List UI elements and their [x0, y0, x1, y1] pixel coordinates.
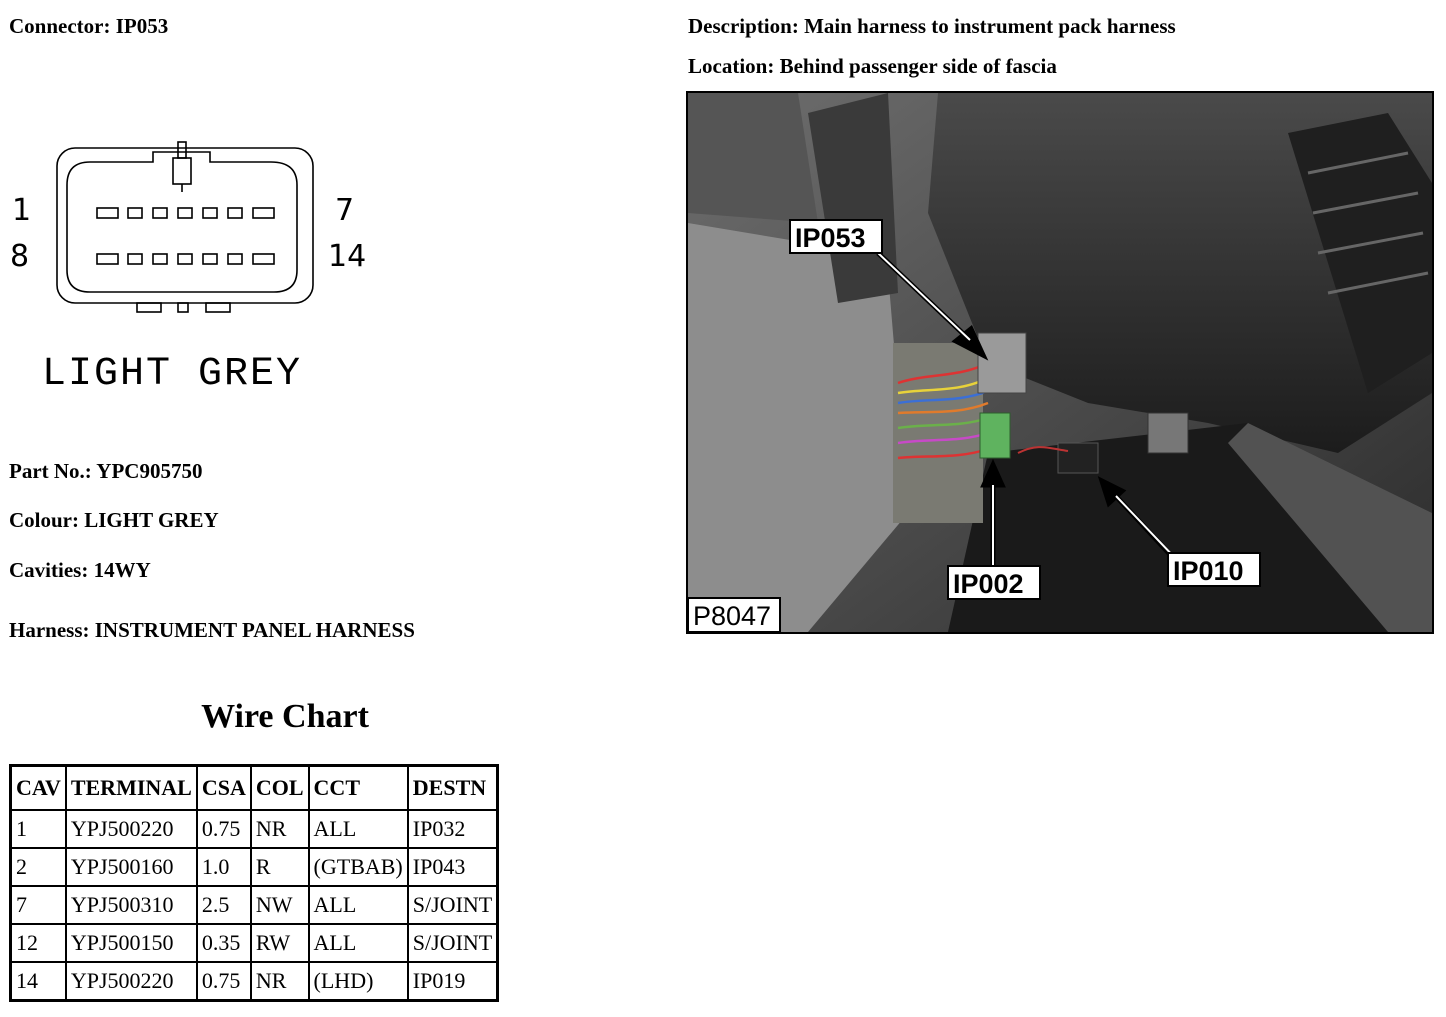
location-label: Location: Behind passenger side of fascia: [688, 54, 1057, 78]
table-row: 1 YPJ500220 0.75 NR ALL IP032: [11, 810, 498, 848]
pin-8-label: 8: [10, 239, 30, 274]
header-cav: CAV: [11, 766, 66, 811]
header-terminal: TERMINAL: [66, 766, 197, 811]
connector-latch: [173, 158, 191, 184]
harness: Harness: INSTRUMENT PANEL HARNESS: [9, 618, 415, 642]
table-row: 12 YPJ500150 0.35 RW ALL S/JOINT: [11, 924, 498, 962]
callout-ip053: IP053: [795, 223, 866, 253]
cavity-row-bottom: [97, 254, 274, 264]
connector-face-diagram: [0, 0, 420, 420]
cavities: Cavities: 14WY: [9, 558, 151, 582]
cavity-row-top: [97, 208, 274, 218]
description-label: Description: Main harness to instrument pack harness: [688, 14, 1176, 38]
location-photo: [686, 91, 1434, 634]
figure-id: P8047: [693, 601, 772, 631]
callout-ip010: IP010: [1173, 556, 1244, 586]
header-csa: CSA: [197, 766, 251, 811]
wire-chart-title: Wire Chart: [201, 698, 369, 735]
connector-outer-shell: [57, 148, 313, 303]
part-no: Part No.: YPC905750: [9, 459, 203, 483]
header-cct: CCT: [309, 766, 408, 811]
connector-id: IP053: [115, 14, 169, 38]
callout-ip002: IP002: [953, 569, 1024, 599]
pin-7-label: 7: [335, 193, 355, 228]
wire-chart-table: [9, 764, 499, 1002]
connector-inner-shell: [67, 152, 297, 292]
table-header-row: [11, 766, 498, 811]
table-row: 2 YPJ500160 1.0 R (GTBAB) IP043: [11, 848, 498, 886]
pin-14-label: 14: [328, 239, 367, 274]
header-destn: DESTN: [408, 766, 498, 811]
table-row: 14 YPJ500220 0.75 NR (LHD) IP019: [11, 962, 498, 1001]
connector-colour-caption: LIGHT GREY: [42, 352, 303, 397]
location-value: Behind passenger side of fascia: [779, 54, 1057, 78]
table-row: 7 YPJ500310 2.5 NW ALL S/JOINT: [11, 886, 498, 924]
description-value: Main harness to instrument pack harness: [804, 14, 1176, 38]
colour: Colour: LIGHT GREY: [9, 508, 219, 532]
header-col: COL: [251, 766, 309, 811]
pin-1-label: 1: [12, 193, 32, 228]
connector-label: Connector: IP053: [9, 14, 169, 38]
